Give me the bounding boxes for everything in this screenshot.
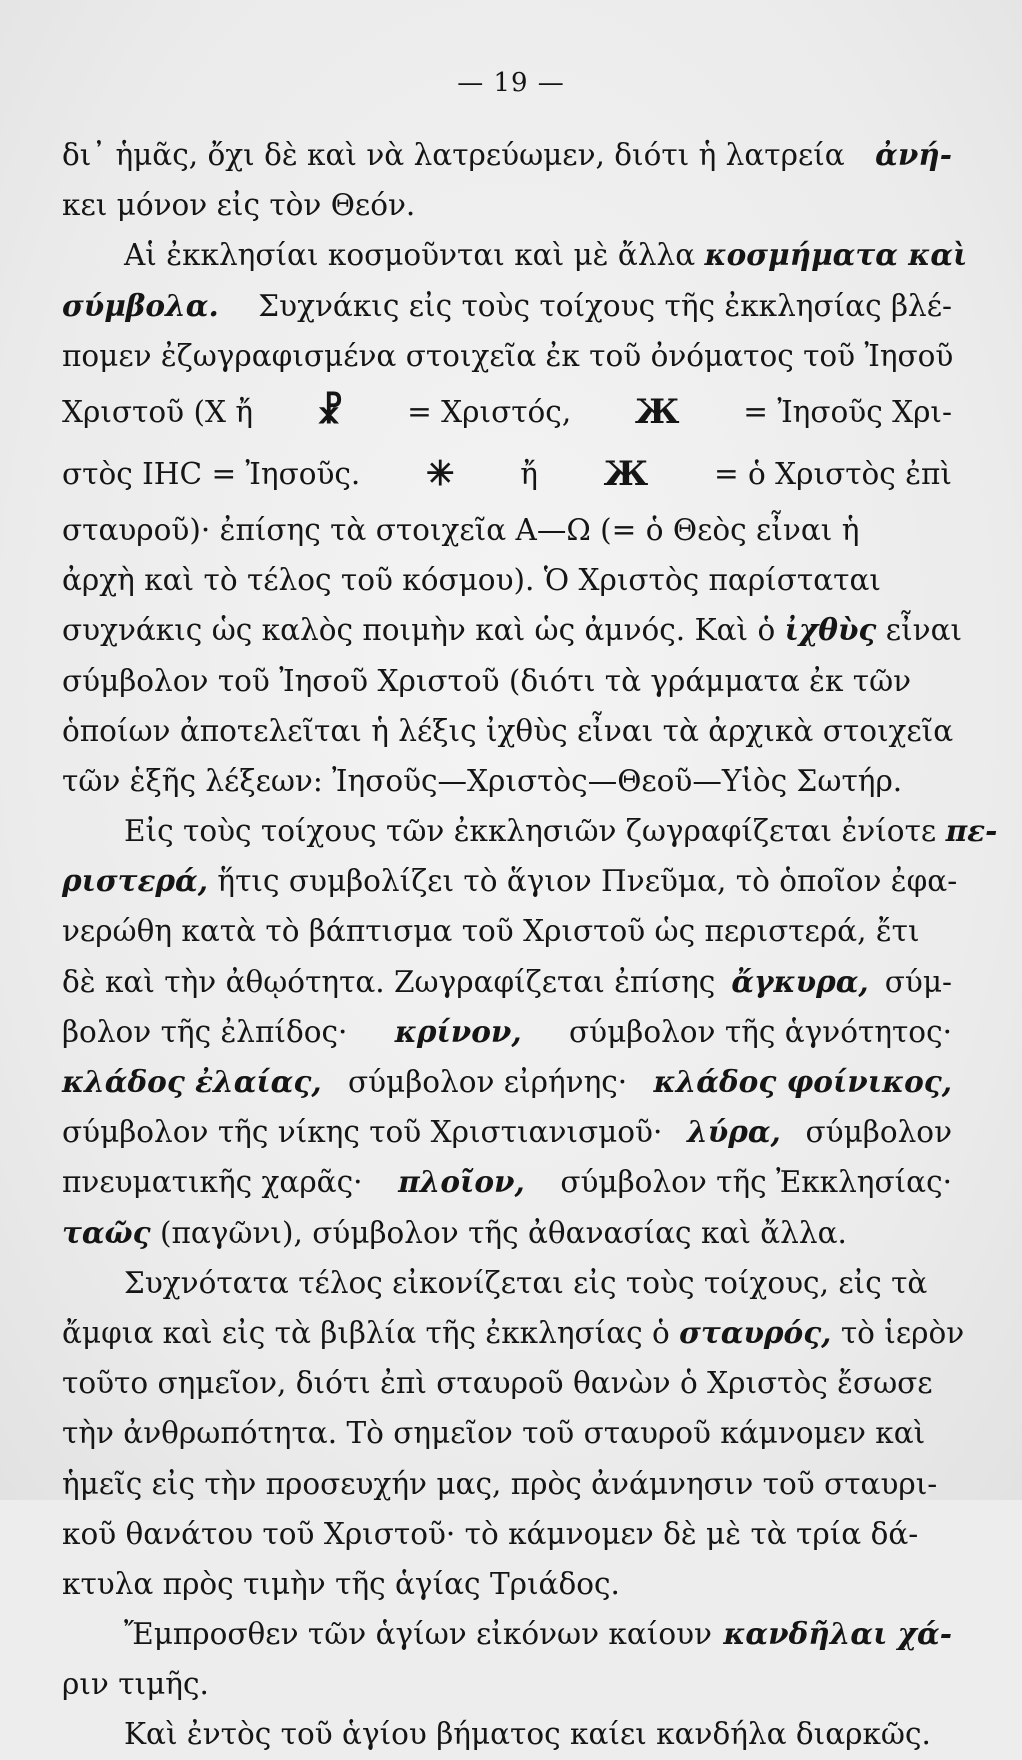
- text-line: [62, 1107, 952, 1157]
- text-segment: συχνάκις ὡς καλὸς ποιμὴν καὶ ὡς ἀμνός. Καὶ ὁ: [62, 613, 785, 648]
- bold-term: ἄγκυρα,: [731, 963, 869, 999]
- text-segment: ριν τιμῆς.: [62, 1667, 209, 1702]
- bold-term: ἀνή-: [875, 137, 952, 172]
- bold-term: πε-: [945, 813, 998, 849]
- text-segment: νερώθη κατὰ τὸ βάπτισμα τοῦ Χριστοῦ ὡς περιστερά, ἔτι: [62, 914, 920, 949]
- text-segment: κτυλα πρὸς τιμὴν τῆς ἁγίας Τριάδος.: [62, 1566, 620, 1601]
- text-line: [62, 856, 958, 906]
- text-segment: σταυροῦ)· ἐπίσης τὰ στοιχεῖα Α—Ω (= ὁ Θεὸς εἶναι ἡ: [62, 512, 860, 547]
- text-segment: τῶν ἑξῆς λέξεων: Ἰησοῦς—Χριστὸς—Θεοῦ—Υἱὸς Σωτήρ.: [62, 763, 903, 798]
- text-line: [62, 1358, 952, 1408]
- text-line: [62, 756, 952, 806]
- text-segment: δὲ καὶ τὴν ἀθῳότητα. Ζωγραφίζεται ἐπίσης: [62, 964, 725, 999]
- text-line: [62, 180, 952, 230]
- text-segment: Ἔμπροσθεν τῶν ἁγίων εἰκόνων καίουν: [124, 1617, 722, 1652]
- bold-term: κλάδος ἐλαίας,: [62, 1064, 322, 1099]
- text-segment: σύμβολον τοῦ Ἰησοῦ Χριστοῦ (διότι τὰ γράμματα ἐκ τῶν: [62, 663, 912, 698]
- text-segment: = Ἰησοῦς Χρι-: [743, 394, 952, 429]
- bold-term: ταῶς: [62, 1214, 151, 1250]
- bold-term: ἰχθὺς: [784, 612, 877, 648]
- text-line: [62, 130, 952, 180]
- text-segment: = ὁ Χριστὸς ἐπὶ: [713, 456, 952, 491]
- text-line: [62, 1609, 952, 1659]
- text-line: [62, 1057, 952, 1107]
- text-segment: τοῦτο σημεῖον, διότι ἐπὶ σταυροῦ θανὼν ὁ Χριστὸς ἔσωσε: [62, 1366, 933, 1401]
- text-line: [62, 1509, 952, 1559]
- text-segment: ἥτις συμβολίζει τὸ ἅγιον Πνεῦμα, τὸ ὁποῖον ἐφα-: [208, 864, 958, 899]
- text-segment: Χριστοῦ (Χ ἤ: [62, 394, 254, 429]
- monogram-symbol: Ж: [634, 391, 680, 432]
- text-segment: σύμβολον τῆς ἁγνότητος·: [559, 1014, 952, 1049]
- text-segment: σύμβολον: [796, 1115, 952, 1150]
- bold-term: κοσμήματα καὶ: [704, 237, 968, 273]
- text-line: [62, 906, 952, 956]
- text-segment: σύμβολον εἰρήνης·: [338, 1065, 637, 1099]
- bold-term: κανδῆλαι χά-: [723, 1616, 952, 1652]
- text-segment: πομεν ἐζωγραφισμένα στοιχεῖα ἐκ τοῦ ὀνόματος τοῦ Ἰησοῦ: [62, 338, 954, 373]
- text-segment: σύμ-: [875, 964, 952, 999]
- monogram-symbol: ✳: [426, 453, 455, 494]
- text-line: [62, 1709, 952, 1759]
- text-segment: κοῦ θανάτου τοῦ Χριστοῦ· τὸ κάμνομεν δὲ μὲ τὰ τρία δά-: [62, 1516, 919, 1551]
- bold-term: σύμβολα.: [62, 287, 219, 323]
- text-line: [62, 706, 952, 756]
- text-segment: = Χριστός,: [407, 394, 572, 429]
- bold-term: σταυρός,: [679, 1314, 832, 1350]
- text-segment: σύμβολον τῆς νίκης τοῦ Χριστιανισμοῦ·: [62, 1115, 672, 1150]
- text-line: [62, 555, 952, 605]
- text-line: [62, 381, 952, 443]
- text-line: [62, 331, 952, 381]
- text-line: [62, 1459, 952, 1509]
- text-line: [62, 1559, 952, 1609]
- monogram-symbol: ☧: [316, 391, 344, 432]
- text-line: [62, 656, 952, 706]
- text-segment: Καὶ ἐντὸς τοῦ ἁγίου βήματος καίει κανδήλα διαρκῶς.: [124, 1717, 931, 1752]
- text-segment: Συχνάκις εἰς τοὺς τοίχους τῆς ἐκκλησίας βλέ-: [248, 288, 952, 323]
- text-line: [62, 1157, 952, 1207]
- text-line: [62, 957, 952, 1007]
- bold-term: ριστερά,: [62, 863, 209, 899]
- text-line: [62, 1659, 952, 1709]
- text-segment: ὁποίων ἀποτελεῖται ἡ λέξις ἰχθὺς εἶναι τὰ ἀρχικὰ στοιχεῖα: [62, 713, 954, 748]
- bold-term: κρίνον,: [394, 1013, 522, 1049]
- text-segment: Εἰς τοὺς τοίχους τῶν ἐκκλησιῶν ζωγραφίζεται ἐνίοτε: [124, 814, 946, 849]
- text-segment: ἄμφια καὶ εἰς τὰ βιβλία τῆς ἐκκλησίας ὁ: [62, 1315, 680, 1350]
- text-segment: ἤ: [520, 456, 538, 491]
- bold-term: πλοῖον,: [398, 1164, 525, 1200]
- page-number: — 19 —: [457, 68, 565, 98]
- text-segment: σύμβολον τῆς Ἐκκλησίας·: [550, 1165, 952, 1200]
- bold-term: κλάδος φοίνικος,: [653, 1064, 952, 1099]
- text-line: [62, 1258, 952, 1308]
- text-segment: δι᾿ ἡμᾶς, ὄχι δὲ καὶ νὰ λατρεύωμεν, διότι ἡ λατρεία: [62, 138, 855, 172]
- text-line: [62, 1308, 965, 1358]
- text-segment: πνευματικῆς χαρᾶς·: [62, 1165, 372, 1200]
- text-segment: Αἱ ἐκκλησίαι κοσμοῦνται καὶ μὲ ἄλλα: [124, 238, 705, 273]
- bold-term: λύρα,: [687, 1114, 781, 1150]
- text-line: [62, 605, 963, 655]
- text-segment: εἶναι: [876, 613, 963, 648]
- text-line: [62, 281, 952, 331]
- text-line: [62, 1007, 952, 1057]
- text-segment: (παγῶνι), σύμβολον τῆς ἀθανασίας καὶ ἄλλα.: [150, 1215, 847, 1250]
- text-segment: τὸ ἱερὸν: [831, 1315, 965, 1350]
- text-segment: ἡμεῖς εἰς τὴν προσευχήν μας, πρὸς ἀνάμνησιν τοῦ σταυρι-: [62, 1466, 938, 1501]
- body-text: [62, 130, 998, 1760]
- text-line: [62, 230, 968, 280]
- text-segment: τὴν ἀνθρωπότητα. Τὸ σημεῖον τοῦ σταυροῦ κάμνομεν καὶ: [62, 1416, 926, 1451]
- text-segment: ἀρχὴ καὶ τὸ τέλος τοῦ κόσμου). Ὁ Χριστὸς παρίσταται: [62, 563, 881, 598]
- text-line: [62, 443, 952, 505]
- text-segment: Συχνότατα τέλος εἰκονίζεται εἰς τοὺς τοίχους, εἰς τὰ: [124, 1265, 928, 1300]
- text-line: [62, 505, 952, 555]
- text-line: [62, 1408, 952, 1458]
- text-line: [62, 806, 998, 856]
- monogram-symbol: Ж: [603, 453, 649, 494]
- text-segment: στὸς ΙΗC = Ἰησοῦς.: [62, 456, 361, 491]
- text-segment: κει μόνον εἰς τὸν Θεόν.: [62, 188, 416, 223]
- text-line: [62, 1208, 952, 1258]
- text-segment: βολον τῆς ἐλπίδος·: [62, 1014, 357, 1049]
